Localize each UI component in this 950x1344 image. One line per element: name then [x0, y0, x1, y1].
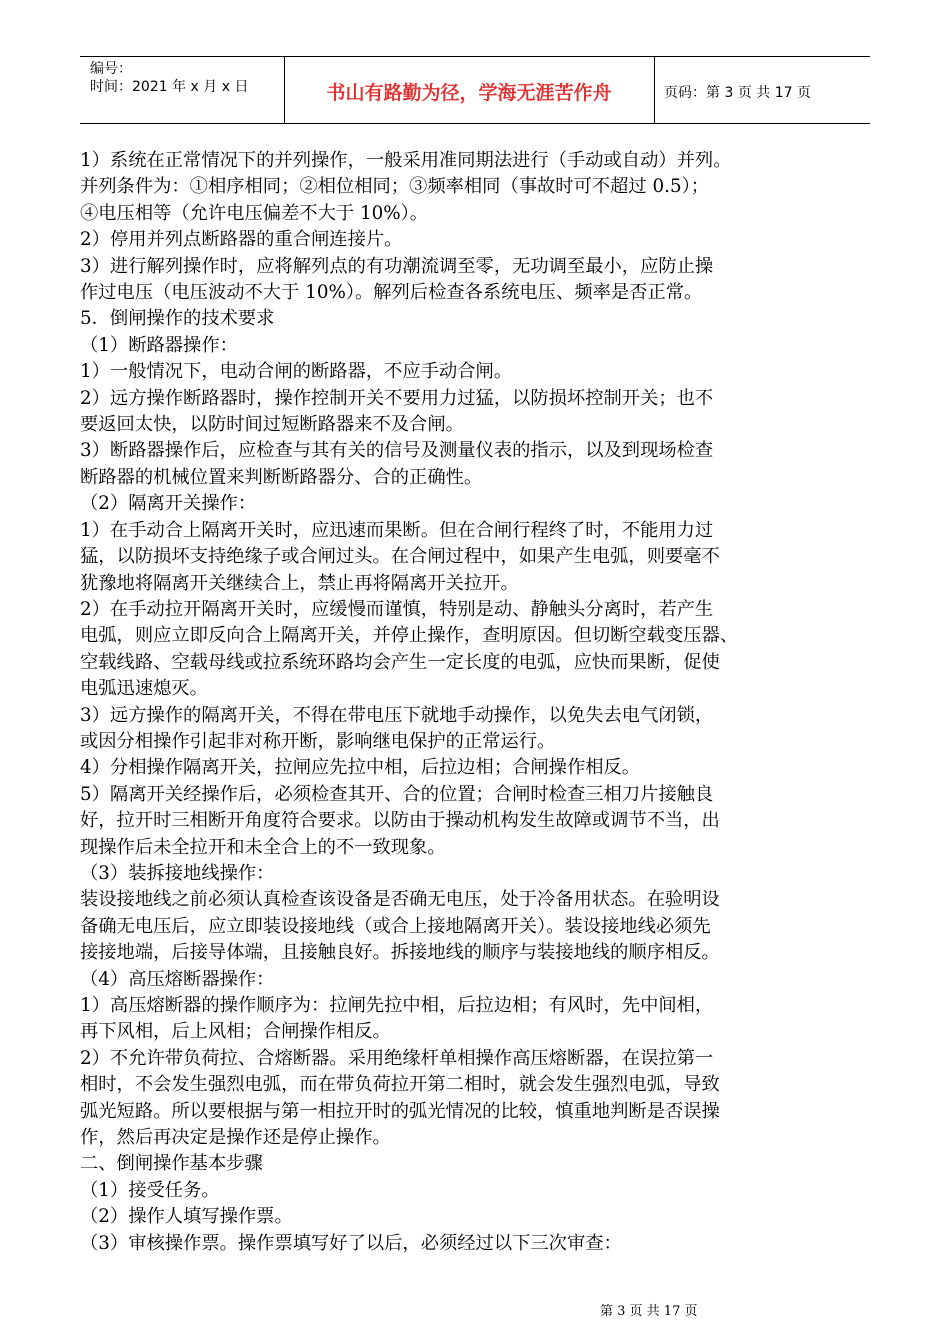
- body-line: （3）审核操作票。操作票填写好了以后，必须经过以下三次审查：: [80, 1232, 622, 1254]
- header-bottom-rule: [80, 123, 870, 124]
- body-line: 接接地端，后接导体端，且接触良好。拆接地线的顺序与装接地线的顺序相反。: [80, 942, 720, 964]
- body-line: 电弧迅速熄灭。: [80, 678, 208, 700]
- header-page-info: 页码：第 3 页 共 17 页: [664, 85, 811, 101]
- body-line: 5．倒闸操作的技术要求: [80, 308, 275, 330]
- body-line: （4）高压熔断器操作：: [80, 968, 275, 990]
- header-divider-right: [654, 56, 655, 124]
- body-line: 断路器的机械位置来判断断路器分、合的正确性。: [80, 466, 483, 488]
- body-line: 4）分相操作隔离开关，拉闸应先拉中相，后拉边相；合闸操作相反。: [80, 757, 641, 779]
- body-line: 2）停用并列点断路器的重合闸连接片。: [80, 229, 403, 251]
- body-line: （3）装拆接地线操作：: [80, 862, 275, 884]
- body-line: 二、倒闸操作基本步骤: [80, 1153, 263, 1175]
- body-line: 犹豫地将隔离开关继续合上，禁止再将隔离开关拉开。: [80, 572, 519, 594]
- body-line: 相时，不会发生强烈电弧，而在带负荷拉开第二相时，就会发生强烈电弧，导致: [80, 1074, 720, 1096]
- body-line: （1）断路器操作：: [80, 334, 238, 356]
- body-line: 电弧，则应立即反向合上隔离开关，并停止操作，查明原因。但切断空载变压器、: [80, 625, 739, 647]
- body-line: ④电压相等（允许电压偏差不大于 10%）。: [80, 202, 429, 224]
- document-time-label: 时间：2021 年 x 月 x 日: [90, 79, 249, 95]
- document-body: [80, 148, 872, 1257]
- body-line: 作，然后再决定是操作还是停止操作。: [80, 1127, 391, 1149]
- page-footer: 第 3 页 共 17 页: [600, 1304, 698, 1319]
- body-line: 再下风相，后上风相；合闸操作相反。: [80, 1021, 391, 1043]
- body-line: 弧光短路。所以要根据与第一相拉开时的弧光情况的比较，慎重地判断是否误操: [80, 1100, 720, 1122]
- body-line: 要返回太快，以防时间过短断路器来不及合闸。: [80, 414, 464, 436]
- body-line: 1）一般情况下，电动合闸的断路器，不应手动合闸。: [80, 361, 513, 383]
- body-line: 并列条件为：①相序相同；②相位相同；③频率相同（事故时可不超过 0.5）；: [80, 176, 710, 198]
- page-header: [80, 56, 870, 124]
- body-line: 猛，以防损坏支持绝缘子或合闸过头。在合闸过程中，如果产生电弧，则要毫不: [80, 546, 720, 568]
- body-line: 备确无电压后，应立即装设接地线（或合上接地隔离开关）。装设接地线必须先: [80, 915, 711, 937]
- body-line: 1）系统在正常情况下的并列操作，一般采用准同期法进行（手动或自动）并列。: [80, 150, 732, 171]
- body-line: 5）隔离开关经操作后，必须检查其开、合的位置；合闸时检查三相刀片接触良: [80, 783, 714, 805]
- body-line: 3）远方操作的隔离开关，不得在带电压下就地手动操作，以免失去电气闭锁，: [80, 704, 714, 726]
- body-line: （2）操作人填写操作票。: [80, 1206, 293, 1228]
- body-line: 1）高压熔断器的操作顺序为：拉闸先拉中相，后拉边相；有风时，先中间相，: [80, 995, 714, 1016]
- body-line: 3）进行解列操作时，应将解列点的有功潮流调至零，无功调至最小，应防止操: [80, 255, 714, 277]
- body-line: 2）在手动拉开隔离开关时，应缓慢而谨慎，特别是动、静触头分离时，若产生: [80, 598, 714, 620]
- header-meta: [90, 60, 248, 96]
- body-line: 好，拉开时三相断开角度符合要求。以防由于操动机构发生故障或调节不当，出: [80, 810, 720, 832]
- document-number-label: 编号：: [90, 61, 132, 77]
- body-line: 现操作后未全拉开和未全合上的不一致现象。: [80, 836, 446, 858]
- header-top-rule: [80, 56, 870, 57]
- body-line: 2）不允许带负荷拉、合熔断器。采用绝缘杆单相操作高压熔断器，在误拉第一: [80, 1047, 714, 1069]
- body-line: 1）在手动合上隔离开关时，应迅速而果断。但在合闸行程终了时，不能用力过: [80, 519, 714, 541]
- body-line: 作过电压（电压波动不大于 10%）。解列后检查各系统电压、频率是否正常。: [80, 282, 703, 304]
- body-line: 或因分相操作引起非对称开断，影响继电保护的正常运行。: [80, 730, 556, 752]
- body-line: 2）远方操作断路器时，操作控制开关不要用力过猛，以防损坏控制开关；也不: [80, 387, 714, 409]
- body-line: 空载线路、空载母线或拉系统环路均会产生一定长度的电弧，应快而果断，促使: [80, 651, 720, 673]
- body-line: （2）隔离开关操作：: [80, 493, 257, 515]
- body-line: 装设接地线之前必须认真检查该设备是否确无电压，处于冷备用状态。在验明设: [80, 889, 720, 911]
- header-motto: 书山有路勤为径，学海无涯苦作舟: [326, 82, 612, 104]
- body-line: 3）断路器操作后，应检查与其有关的信号及测量仪表的指示，以及到现场检查: [80, 440, 714, 462]
- body-line: （1）接受任务。: [80, 1179, 220, 1201]
